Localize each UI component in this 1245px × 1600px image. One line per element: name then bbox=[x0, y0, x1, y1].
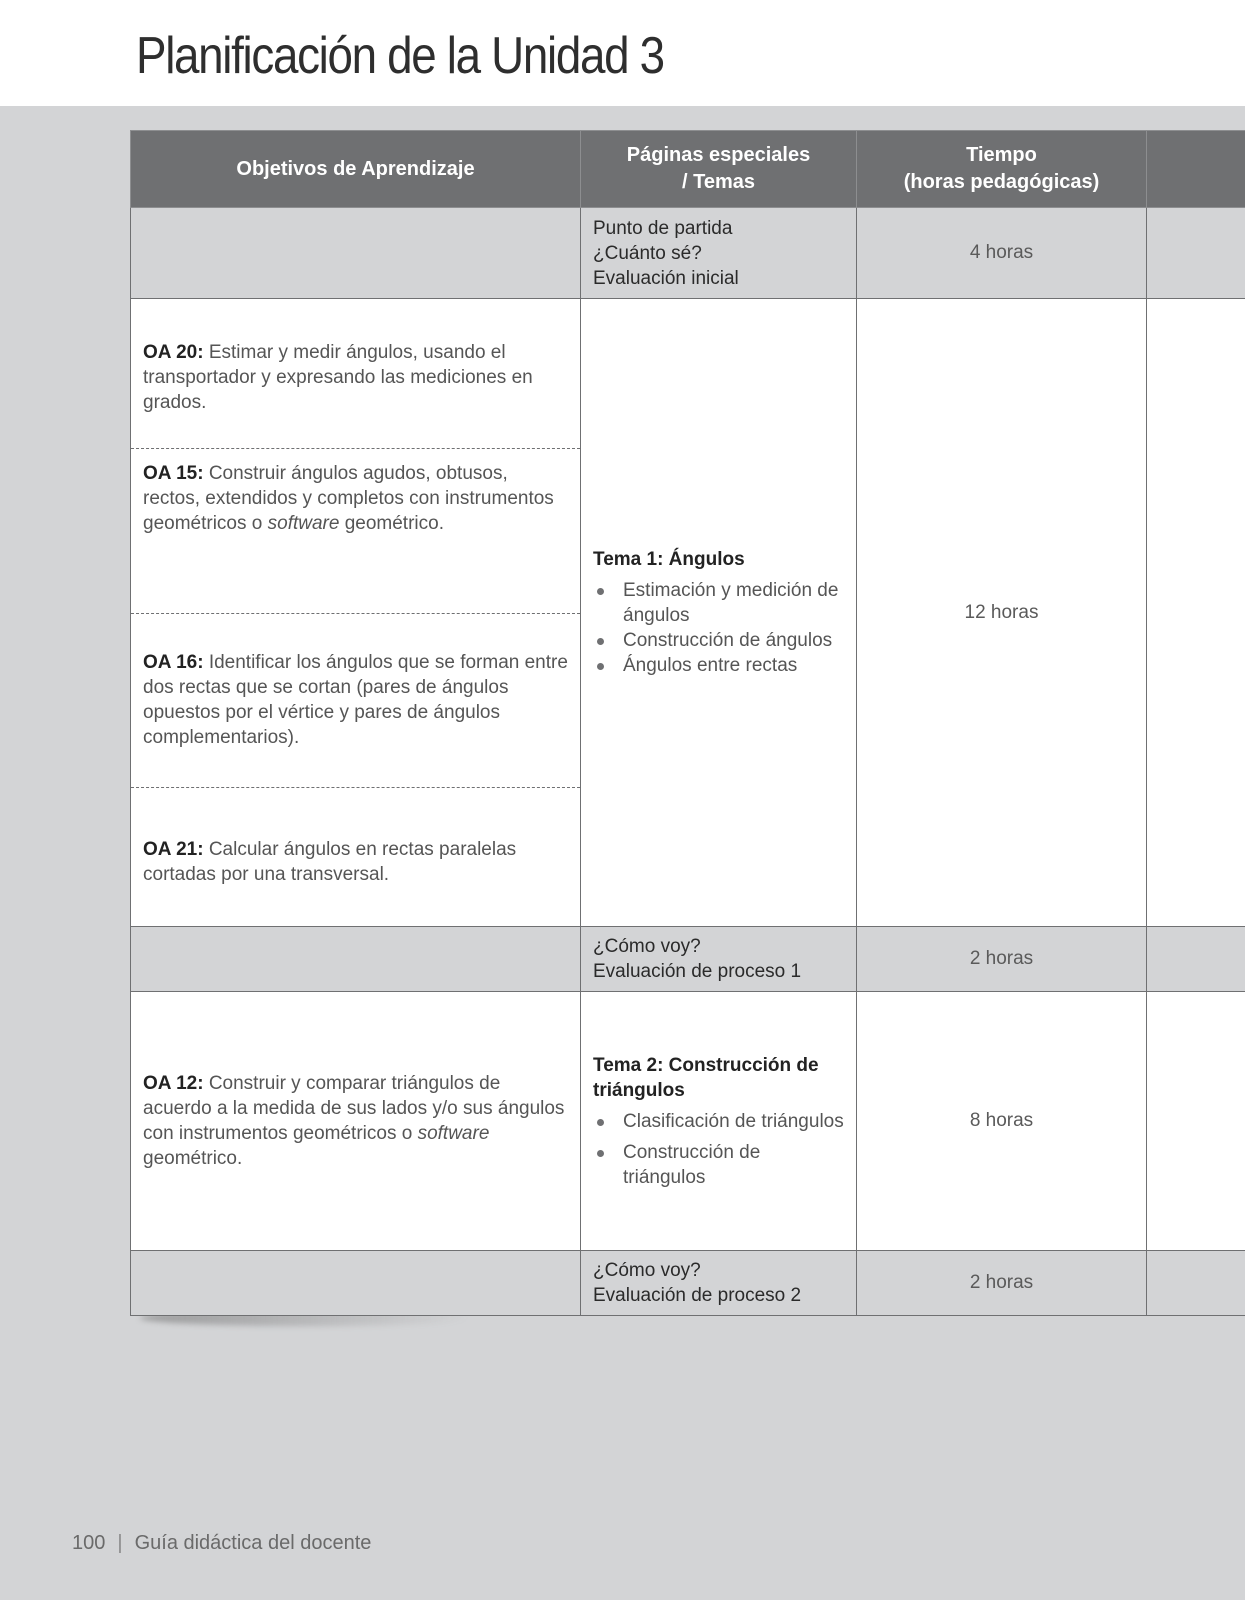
header-special-pages bbox=[581, 131, 857, 208]
table-row-tema1 bbox=[131, 299, 1245, 927]
header-special-pages-line2: / Temas bbox=[682, 171, 755, 193]
tema2-objectives-cell bbox=[131, 992, 581, 1251]
header-time-line1: Tiempo bbox=[966, 144, 1037, 166]
objective-oa15 bbox=[131, 448, 580, 613]
tema2-title: Tema 2: Construcción de triángulos bbox=[593, 1054, 819, 1101]
tema1-title: Tema 1: Ángulos bbox=[593, 549, 745, 570]
table-row-tema2 bbox=[131, 992, 1245, 1251]
tema2-block bbox=[581, 1053, 856, 1190]
tema2-time-cell: 8 horas bbox=[857, 992, 1147, 1251]
objective-oa16 bbox=[131, 613, 580, 787]
list-item: Construcción de triángulos bbox=[593, 1140, 844, 1190]
objective-oa20-text: Estimar y medir ángulos, usando el transportador y expresando las mediciones en grados. bbox=[143, 342, 533, 413]
objective-oa12-code: OA 12: bbox=[143, 1073, 204, 1094]
process2-special-line2: Evaluación de proceso 2 bbox=[593, 1285, 802, 1306]
start-time-cell: 4 horas bbox=[857, 208, 1147, 299]
page-number: 100 bbox=[72, 1532, 106, 1554]
process2-extra-cell bbox=[1147, 1251, 1245, 1316]
list-item: Clasificación de triángulos bbox=[593, 1109, 844, 1134]
tema1-block bbox=[581, 547, 856, 678]
objective-oa15-code: OA 15: bbox=[143, 462, 204, 484]
process2-special-line1: ¿Cómo voy? bbox=[593, 1260, 701, 1281]
tema2-extra-cell bbox=[1147, 992, 1245, 1251]
table-header-row bbox=[131, 131, 1245, 208]
process2-objectives-cell bbox=[131, 1251, 581, 1316]
objective-oa21 bbox=[131, 787, 580, 926]
objective-oa21-code: OA 21: bbox=[143, 838, 204, 860]
table-row-process1 bbox=[131, 927, 1245, 992]
list-item: Ángulos entre rectas bbox=[593, 653, 844, 678]
book-title: Guía didáctica del docente bbox=[134, 1532, 372, 1554]
tema2-topics-cell bbox=[581, 992, 857, 1251]
footer-separator: | bbox=[117, 1532, 123, 1554]
table-row-start bbox=[131, 208, 1245, 299]
process1-objectives-cell bbox=[131, 927, 581, 992]
start-objectives-cell bbox=[131, 208, 581, 299]
objective-oa12-text-end: geométrico. bbox=[143, 1148, 243, 1169]
objective-oa16-text: Identificar los ángulos que se forman entre dos rectas que se cortan (pares de ángulos opuestos por el vértice y pares de ángulos complementarios). bbox=[143, 652, 568, 748]
process1-time-cell: 2 horas bbox=[857, 927, 1147, 992]
page-footer bbox=[72, 1532, 371, 1555]
start-special-line1: Punto de partida bbox=[593, 217, 733, 239]
process2-time-cell: 2 horas bbox=[857, 1251, 1147, 1316]
objective-oa20-code: OA 20: bbox=[143, 342, 204, 363]
start-extra-cell bbox=[1147, 208, 1245, 299]
objective-oa15-italic: software bbox=[267, 512, 340, 534]
objective-oa12-text: Construir y comparar triángulos de acuerdo a la medida de sus lados y/o sus ángulos con instrumentos geométricos o bbox=[143, 1073, 565, 1144]
objective-oa20 bbox=[131, 300, 580, 448]
table-row-process2 bbox=[131, 1251, 1245, 1316]
header-time bbox=[857, 131, 1147, 208]
header-special-pages-line1: Páginas especiales bbox=[626, 144, 811, 166]
objective-oa12-italic: software bbox=[417, 1123, 490, 1144]
objective-oa21-text: Calcular ángulos en rectas paralelas cortadas por una transversal. bbox=[143, 838, 517, 885]
objective-oa15-text-end: geométrico. bbox=[339, 512, 444, 534]
objective-oa15-text: Construir ángulos agudos, obtusos, rectos, extendidos y completos con instrumentos geométricos o bbox=[143, 462, 554, 534]
page-title: Planificación de la Unidad 3 bbox=[136, 27, 664, 85]
header-extra bbox=[1147, 131, 1245, 208]
start-special-line2: ¿Cuánto sé? bbox=[593, 242, 702, 264]
tema1-extra-cell bbox=[1147, 299, 1245, 927]
process1-special-line2: Evaluación de proceso 1 bbox=[593, 961, 802, 982]
process1-extra-cell bbox=[1147, 927, 1245, 992]
list-item: Construcción de ángulos bbox=[593, 628, 844, 653]
process2-special-cell bbox=[581, 1251, 857, 1316]
objective-oa16-code: OA 16: bbox=[143, 652, 204, 673]
tema1-objectives-cell bbox=[131, 299, 581, 927]
tema2-list bbox=[593, 1109, 844, 1190]
header-time-line2: (horas pedagógicas) bbox=[903, 171, 1100, 193]
start-special-line3: Evaluación inicial bbox=[593, 267, 739, 289]
header-objectives: Objetivos de Aprendizaje bbox=[131, 131, 581, 208]
start-special-cell bbox=[581, 208, 857, 299]
objective-oa12 bbox=[131, 1071, 580, 1171]
planning-table bbox=[130, 130, 1245, 1316]
list-item: Estimación y medición de ángulos bbox=[593, 578, 844, 628]
tema1-topics-cell bbox=[581, 299, 857, 927]
process1-special-line1: ¿Cómo voy? bbox=[593, 936, 701, 957]
process1-special-cell bbox=[581, 927, 857, 992]
tema1-list bbox=[593, 578, 844, 678]
tema1-time-cell: 12 horas bbox=[857, 299, 1147, 927]
